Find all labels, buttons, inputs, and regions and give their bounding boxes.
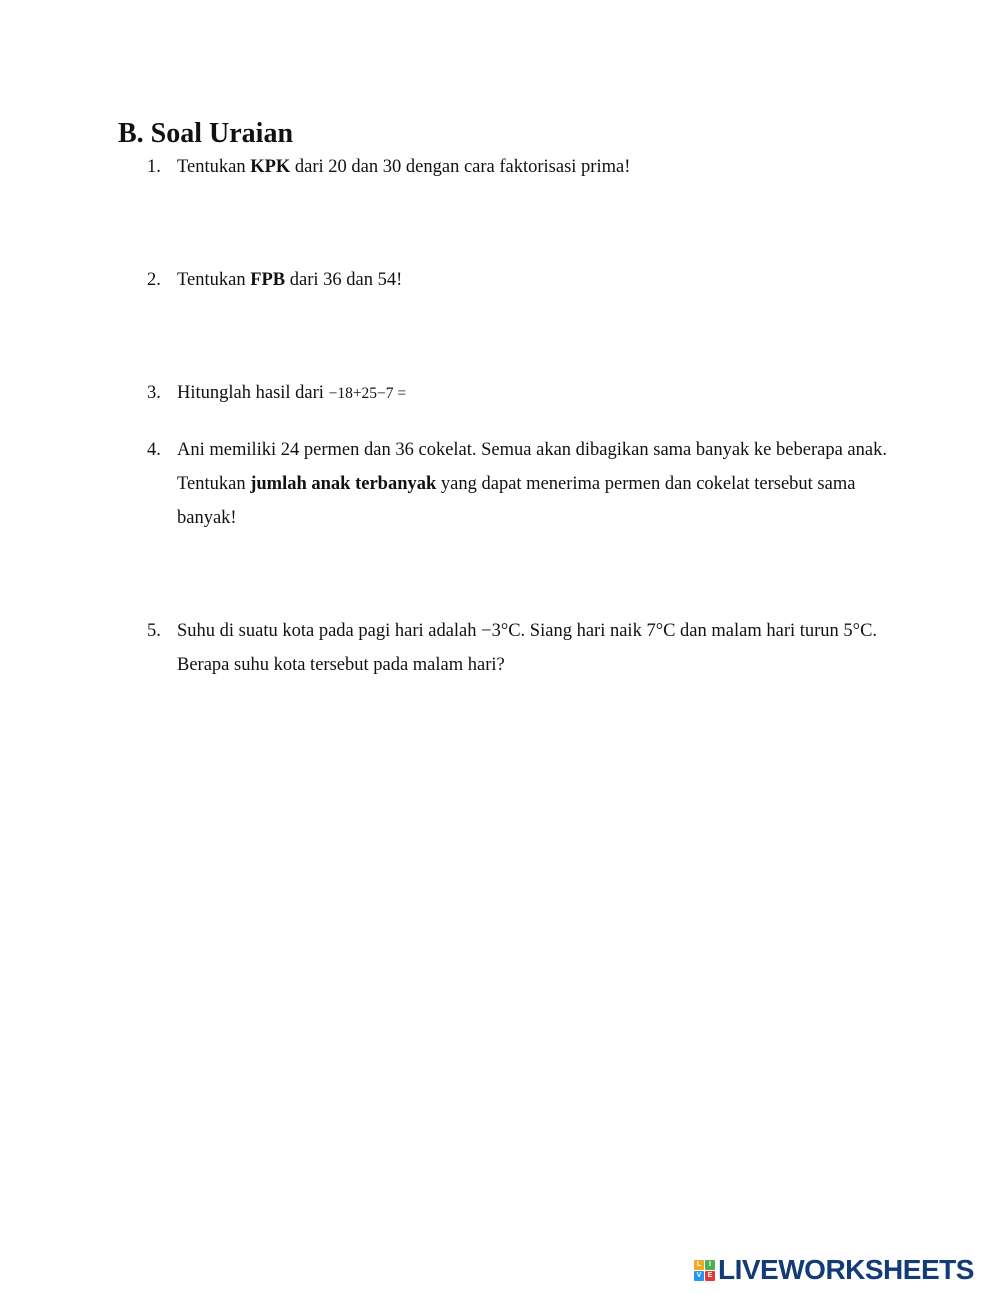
logo-mark-tile: E <box>705 1271 715 1281</box>
question-text: Tentukan FPB dari 36 dan 54! <box>177 270 403 290</box>
logo-text: LIVEWORKSHEETS <box>718 1254 974 1285</box>
question-number: 5. <box>147 621 161 641</box>
liveworksheets-logo <box>694 1254 974 1286</box>
question-number: 1. <box>147 157 161 177</box>
question-2 <box>147 263 887 297</box>
logo-mark-tile: L <box>694 1260 704 1270</box>
question-1 <box>147 150 887 184</box>
question-3 <box>147 376 887 411</box>
question-text: Hitunglah hasil dari −18+25−7 = <box>177 383 407 403</box>
question-number: 2. <box>147 270 161 290</box>
section-title: B. Soal Uraian <box>118 118 294 149</box>
logo-mark-icon <box>694 1260 715 1281</box>
question-text: Suhu di suatu kota pada pagi hari adalah −3°C. Siang hari naik 7°C dan malam hari turun 5°C. Berapa suhu kota tersebut pada malam hari? <box>177 621 878 675</box>
question-4 <box>147 433 887 535</box>
question-5 <box>147 614 887 682</box>
question-text: Tentukan KPK dari 20 dan 30 dengan cara faktorisasi prima! <box>177 157 631 177</box>
question-number: 4. <box>147 440 161 460</box>
question-text: Ani memiliki 24 permen dan 36 cokelat. Semua akan dibagikan sama banyak ke beberapa anak. Tentukan jumlah anak terbanyak yang dapat menerima permen dan cokelat tersebut sama banyak! <box>177 440 887 528</box>
question-number: 3. <box>147 383 161 403</box>
logo-mark-tile: V <box>694 1271 704 1281</box>
logo-mark-tile: I <box>705 1260 715 1270</box>
math-expression: −18+25−7 = <box>328 385 407 402</box>
